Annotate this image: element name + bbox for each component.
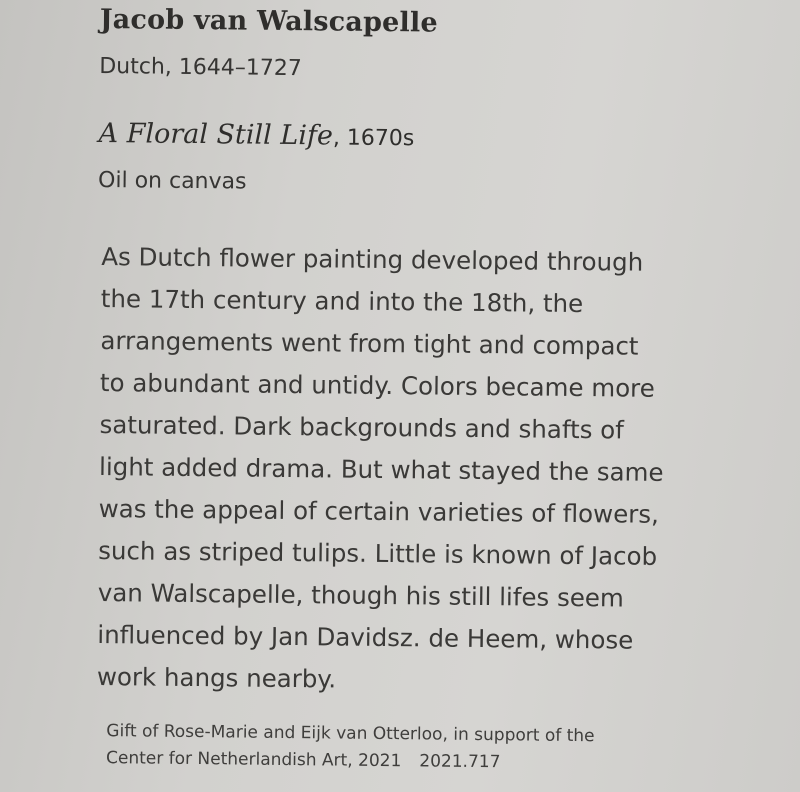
description-line: light added drama. But what stayed the same <box>98 452 664 487</box>
description-line: work hangs nearby. <box>96 662 337 694</box>
artwork-title-line <box>98 118 414 152</box>
description-line: was the appeal of certain varieties of flowers, <box>98 494 660 529</box>
credit-line-2 <box>106 745 595 777</box>
description-line: arrangements went from tight and compact <box>100 326 639 361</box>
description-line: such as striped tulips. Little is known of Jacob <box>98 536 658 571</box>
description-line: to abundant and untidy. Colors became more <box>99 368 655 403</box>
description-line: the 17th century and into the 18th, the <box>100 284 584 319</box>
credit-line-2-text: Center for Netherlandish Art, 2021 <box>105 748 402 772</box>
description-line: influenced by Jan Davidsz. de Heem, whose <box>97 620 634 655</box>
description-line: As Dutch flower painting developed through <box>101 242 644 277</box>
artwork-medium: Oil on canvas <box>97 167 247 195</box>
credit-line <box>106 718 595 777</box>
artwork-title: A Floral Still Life <box>98 117 334 152</box>
description-line: van Walscapelle, though his still lifes seem <box>97 578 624 613</box>
description-line: saturated. Dark backgrounds and shafts of <box>99 410 625 445</box>
artist-nationality-dates: Dutch, 1644–1727 <box>99 53 302 82</box>
credit-line-1: Gift of Rose-Marie and Eijk van Otterloo, in support of the <box>106 721 595 747</box>
artwork-description <box>97 236 722 704</box>
artist-name: Jacob van Walscapelle <box>99 3 438 39</box>
artwork-date: , 1670s <box>332 125 415 152</box>
accession-number: 2021.717 <box>419 751 501 773</box>
